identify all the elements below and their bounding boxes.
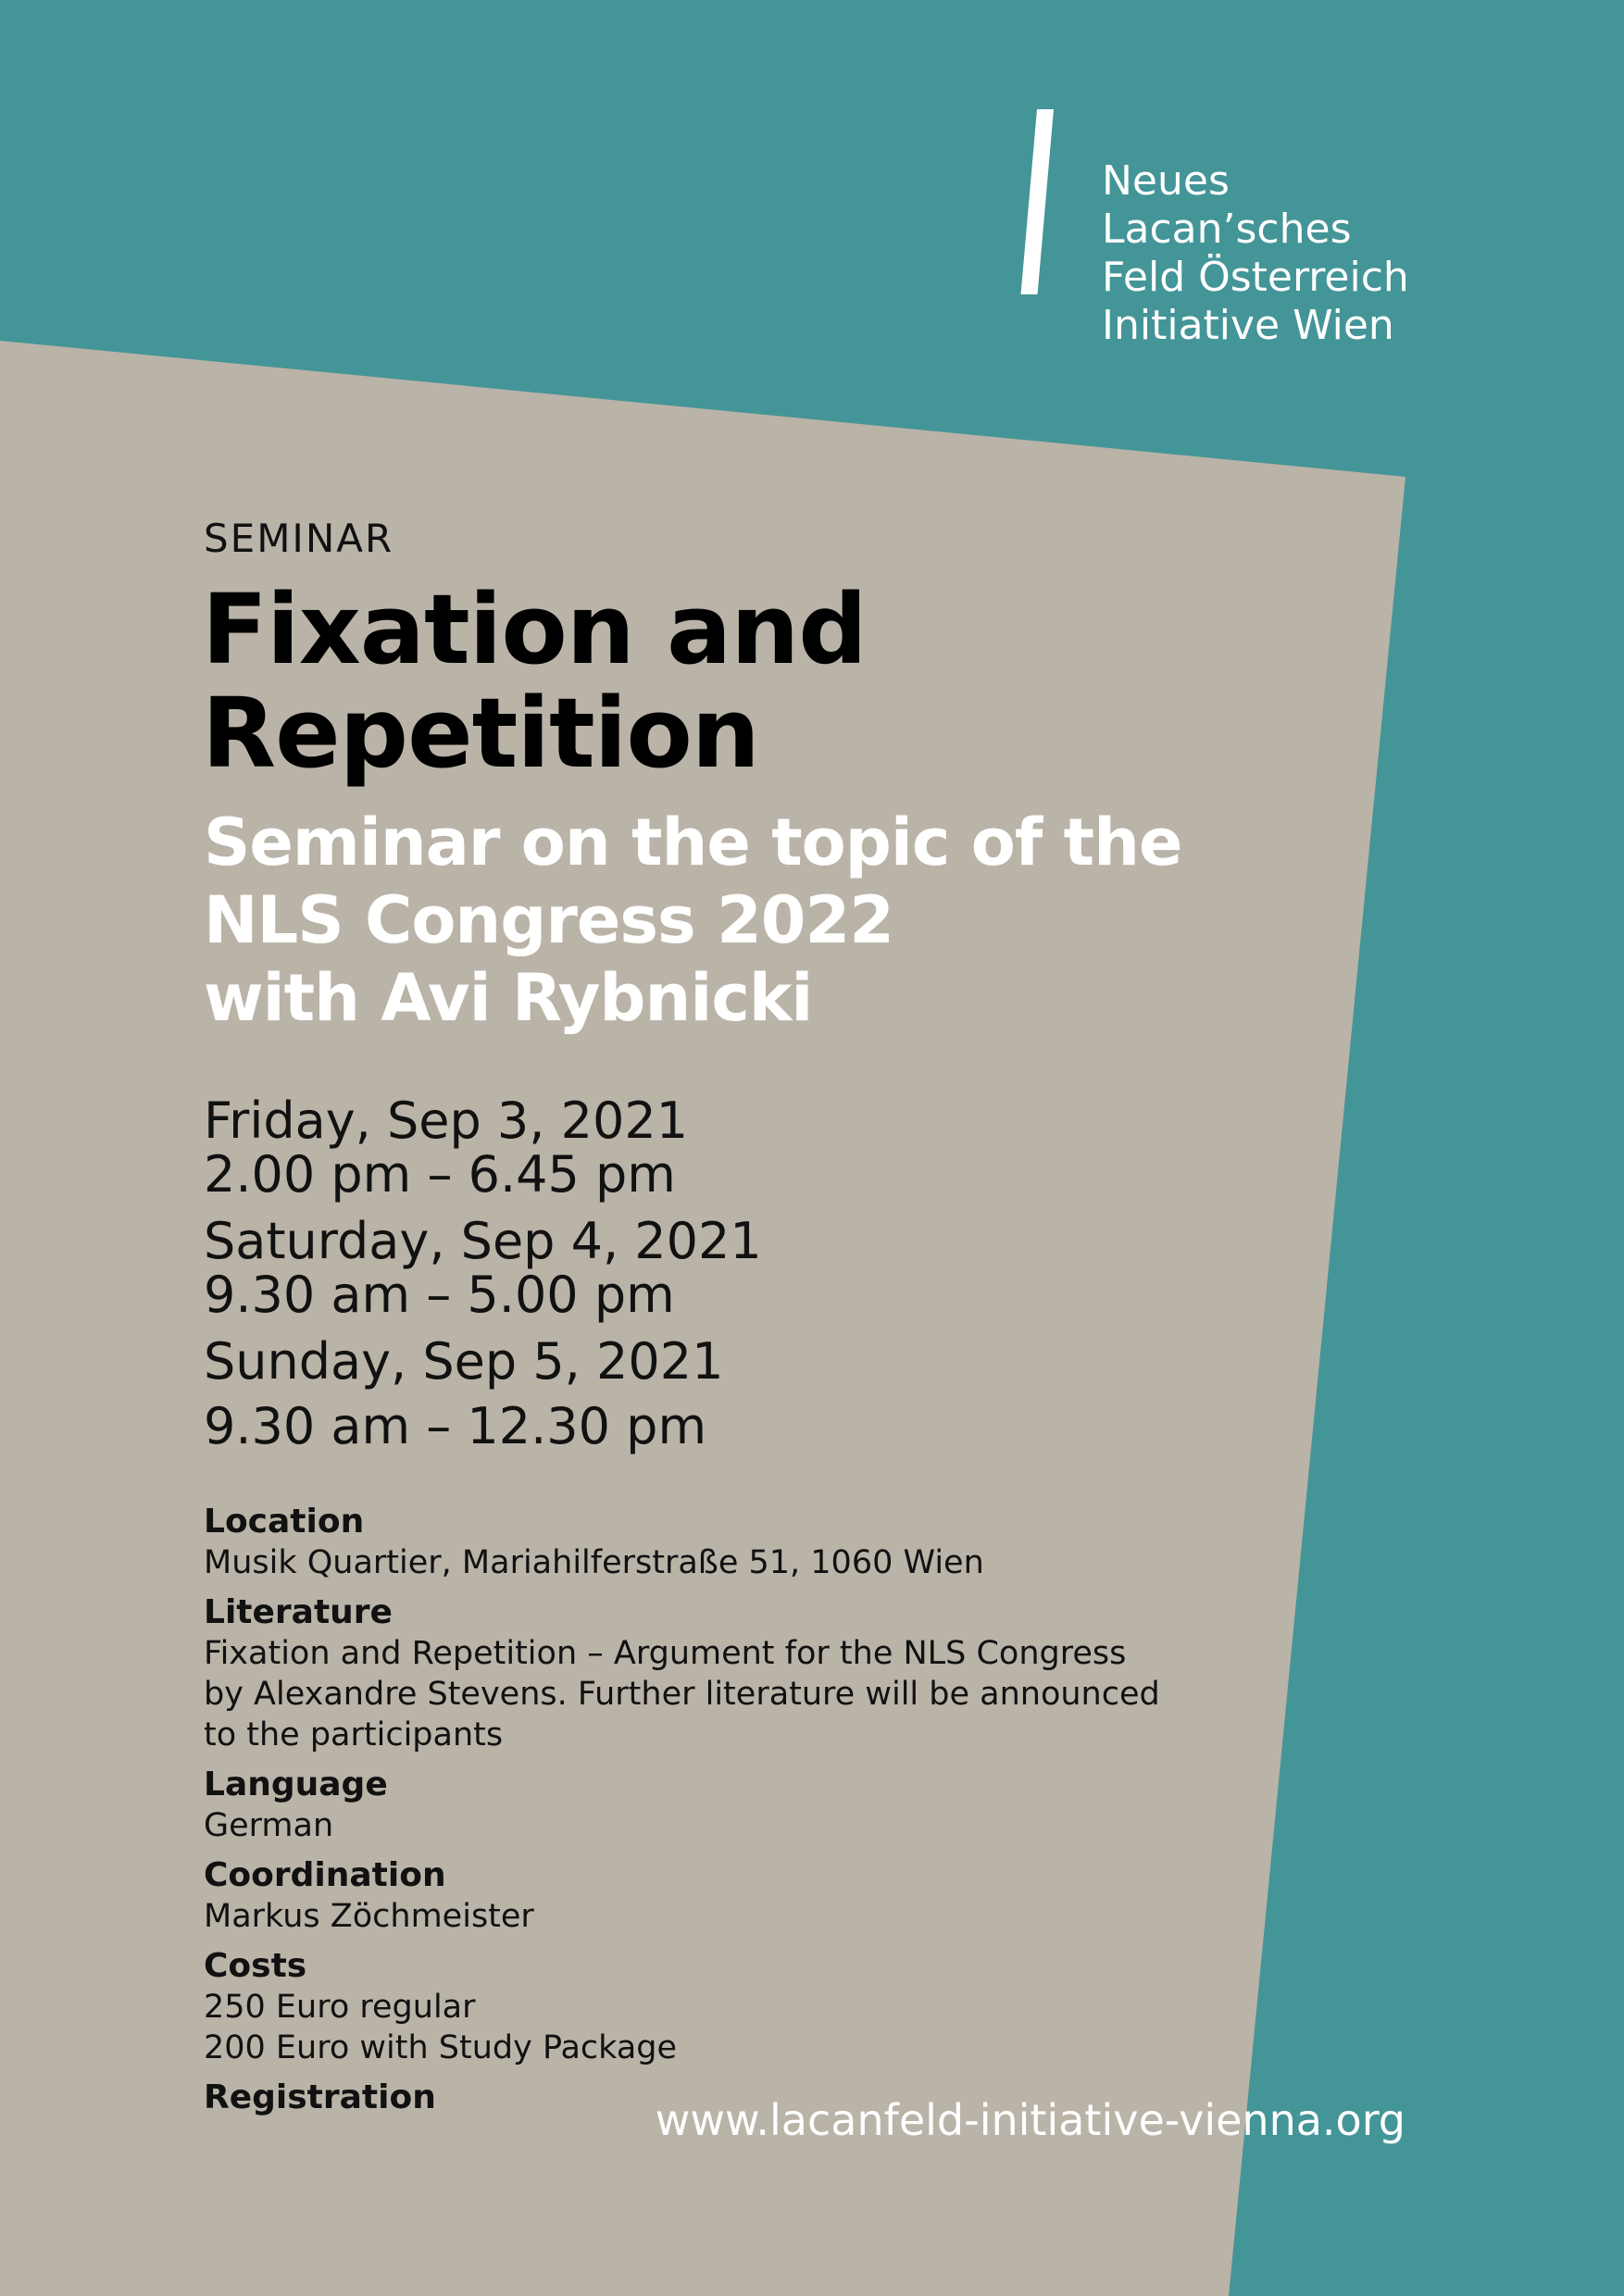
language-label: Language	[204, 1766, 388, 1803]
schedule-item-friday	[204, 1094, 762, 1202]
subtitle-line: NLS Congress 2022	[204, 882, 893, 958]
language-value: German	[204, 1807, 334, 1844]
costs-label: Costs	[204, 1947, 307, 1985]
schedule-time: 9.30 am – 5.00 pm	[204, 1266, 675, 1324]
schedule-day: Sunday, Sep 5, 2021	[204, 1332, 724, 1391]
coordination-label: Coordination	[204, 1856, 446, 1894]
literature-line: to the participants	[204, 1716, 504, 1753]
organization-logo-text	[1102, 157, 1409, 350]
title-line: Repetition	[202, 677, 759, 790]
coordination-block	[204, 1855, 1160, 1937]
location-label: Location	[204, 1503, 365, 1541]
event-details	[204, 1502, 1160, 2128]
logo-line: Feld Österreich	[1102, 254, 1409, 301]
schedule-time: 9.30 am – 12.30 pm	[204, 1397, 707, 1455]
title-line: Fixation and	[202, 573, 867, 686]
schedule-item-sunday	[204, 1332, 762, 1455]
logo-line: Lacan’sches	[1102, 206, 1352, 253]
event-type-label: SEMINAR	[204, 516, 394, 561]
schedule	[204, 1094, 762, 1454]
literature-label: Literature	[204, 1593, 393, 1631]
subtitle-line: with Avi Rybnicki	[204, 960, 813, 1036]
page-title	[202, 573, 867, 790]
schedule-time: 2.00 pm – 6.45 pm	[204, 1145, 676, 1204]
logo-line: Neues	[1102, 157, 1230, 205]
website-link[interactable]: www.lacanfeld-initiative-vienna.org	[655, 2095, 1405, 2145]
schedule-day: Friday, Sep 3, 2021	[204, 1092, 689, 1150]
costs-block	[204, 1946, 1160, 2068]
page-subtitle	[204, 804, 1181, 1037]
schedule-day: Saturday, Sep 4, 2021	[204, 1212, 762, 1270]
location-block	[204, 1502, 1160, 1583]
literature-block	[204, 1592, 1160, 1755]
registration-label: Registration	[204, 2078, 436, 2116]
schedule-item-saturday	[204, 1212, 762, 1324]
costs-line: 250 Euro regular	[204, 1989, 476, 2026]
logo-line: Initiative Wien	[1102, 302, 1394, 349]
costs-line: 200 Euro with Study Package	[204, 2029, 678, 2066]
language-block	[204, 1765, 1160, 1846]
coordination-value: Markus Zöchmeister	[204, 1898, 534, 1935]
subtitle-line: Seminar on the topic of the	[204, 805, 1182, 880]
location-value: Musik Quartier, Mariahilferstraße 51, 1060 Wien	[204, 1544, 984, 1581]
literature-line: Fixation and Repetition – Argument for the NLS Congress	[204, 1635, 1127, 1672]
literature-line: by Alexandre Stevens. Further literature will be announced	[204, 1676, 1160, 1713]
